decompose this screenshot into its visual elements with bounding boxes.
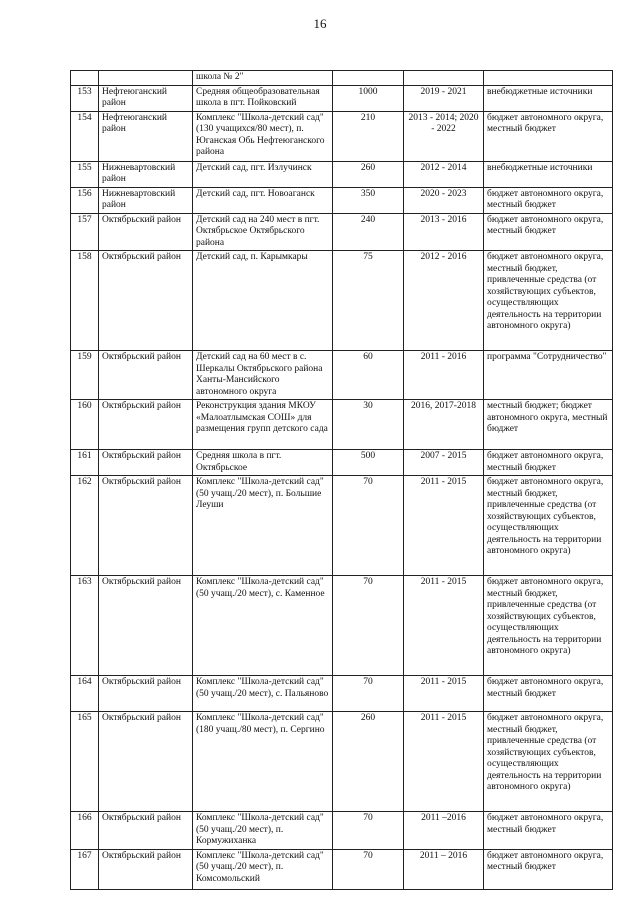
table-row [71, 676, 613, 712]
table-row [71, 400, 613, 450]
cell-years: 2016, 2017-2018 [404, 400, 484, 450]
cell-years: 2013 - 2014; 2020 - 2022 [404, 111, 484, 161]
cell-num: 163 [71, 576, 99, 676]
table-row [71, 576, 613, 676]
cell-district: Октябрьский район [99, 812, 193, 850]
cell-num: 160 [71, 400, 99, 450]
cell-source: бюджет автономного округа, местный бюджет, привлеченные средства (от хозяйствующих субъектов, осуществляющих деятельность на территории автономного округа) [484, 712, 613, 812]
cell-num: 153 [71, 85, 99, 111]
cell-district [99, 71, 193, 86]
cell-capacity: 210 [333, 111, 404, 161]
cell-object: Комплекс "Школа-детский сад" (50 учащ./20 мест), п. Большие Леуши [193, 476, 333, 576]
cell-source: программа "Сотрудничество" [484, 351, 613, 400]
table-row [71, 161, 613, 187]
cell-capacity: 60 [333, 351, 404, 400]
table-row [71, 251, 613, 351]
cell-num: 161 [71, 450, 99, 476]
cell-num: 159 [71, 351, 99, 400]
cell-years: 2011 – 2016 [404, 849, 484, 889]
cell-capacity: 500 [333, 450, 404, 476]
table-row [71, 812, 613, 850]
cell-source [484, 71, 613, 86]
cell-years: 2019 - 2021 [404, 85, 484, 111]
table-row [71, 450, 613, 476]
cell-object: Комплекс "Школа-детский сад" (130 учащихся/80 мест), п. Юганская Обь Нефтеюганского района [193, 111, 333, 161]
cell-years: 2013 - 2016 [404, 213, 484, 251]
cell-years: 2012 - 2016 [404, 251, 484, 351]
cell-num: 162 [71, 476, 99, 576]
cell-object: школа № 2" [193, 71, 333, 86]
cell-district: Октябрьский район [99, 476, 193, 576]
cell-num: 156 [71, 187, 99, 213]
cell-years: 2011 - 2015 [404, 576, 484, 676]
cell-source: бюджет автономного округа, местный бюджет [484, 849, 613, 889]
cell-capacity: 70 [333, 476, 404, 576]
table-row [71, 213, 613, 251]
cell-district: Нижневартовский район [99, 187, 193, 213]
cell-object: Детский сад, пгт. Новоаганск [193, 187, 333, 213]
cell-district: Октябрьский район [99, 712, 193, 812]
cell-num: 164 [71, 676, 99, 712]
cell-source: бюджет автономного округа, местный бюджет, привлеченные средства (от хозяйствующих субъектов, осуществляющих деятельность на территории автономного округа) [484, 251, 613, 351]
cell-capacity: 240 [333, 213, 404, 251]
cell-district: Нижневартовский район [99, 161, 193, 187]
cell-capacity: 30 [333, 400, 404, 450]
cell-capacity: 70 [333, 849, 404, 889]
cell-object: Комплекс "Школа-детский сад" (50 учащ./20 мест), п. Кормужиханка [193, 812, 333, 850]
cell-district: Октябрьский район [99, 576, 193, 676]
cell-num: 155 [71, 161, 99, 187]
cell-years: 2007 - 2015 [404, 450, 484, 476]
cell-years: 2011 –2016 [404, 812, 484, 850]
cell-object: Детский сад на 240 мест в пгт. Октябрьское Октябрьского района [193, 213, 333, 251]
cell-source: бюджет автономного округа, местный бюджет [484, 450, 613, 476]
cell-object: Средняя школа в пгт. Октябрьское [193, 450, 333, 476]
cell-district: Октябрьский район [99, 251, 193, 351]
cell-years: 2011 - 2016 [404, 351, 484, 400]
table-row [71, 85, 613, 111]
table-row [71, 187, 613, 213]
cell-num [71, 71, 99, 86]
cell-district: Октябрьский район [99, 400, 193, 450]
table-row-fragment [71, 71, 613, 86]
cell-district: Октябрьский район [99, 351, 193, 400]
cell-source: бюджет автономного округа, местный бюджет [484, 213, 613, 251]
cell-capacity: 75 [333, 251, 404, 351]
objects-table [70, 70, 613, 890]
cell-capacity: 70 [333, 676, 404, 712]
cell-years: 2011 - 2015 [404, 476, 484, 576]
cell-district: Нефтеюганский район [99, 85, 193, 111]
cell-object: Средняя общеобразовательная школа в пгт. Пойковский [193, 85, 333, 111]
cell-source: бюджет автономного округа, местный бюджет [484, 812, 613, 850]
cell-source: бюджет автономного округа, местный бюджет [484, 187, 613, 213]
cell-capacity [333, 71, 404, 86]
cell-source: местный бюджет; бюджет автономного округа, местный бюджет [484, 400, 613, 450]
cell-capacity: 70 [333, 812, 404, 850]
cell-capacity: 70 [333, 576, 404, 676]
table-row [71, 351, 613, 400]
cell-object: Комплекс "Школа-детский сад" (50 учащ./20 мест), с. Пальяново [193, 676, 333, 712]
table-row [71, 111, 613, 161]
cell-years: 2011 - 2015 [404, 712, 484, 812]
cell-num: 165 [71, 712, 99, 812]
cell-num: 158 [71, 251, 99, 351]
cell-num: 154 [71, 111, 99, 161]
page-number: 16 [313, 16, 327, 31]
cell-object: Реконструкция здания МКОУ «Малоатлымская СОШ» для размещения групп детского сада [193, 400, 333, 450]
cell-capacity: 350 [333, 187, 404, 213]
cell-capacity: 1000 [333, 85, 404, 111]
cell-years: 2011 - 2015 [404, 676, 484, 712]
cell-years [404, 71, 484, 86]
cell-object: Комплекс "Школа-детский сад" (50 учащ./20 мест), п. Комсомольский [193, 849, 333, 889]
cell-district: Нефтеюганский район [99, 111, 193, 161]
table-row [71, 849, 613, 889]
cell-source: бюджет автономного округа, местный бюджет, привлеченные средства (от хозяйствующих субъектов, осуществляющих деятельность на территории автономного округа) [484, 576, 613, 676]
cell-district: Октябрьский район [99, 450, 193, 476]
cell-years: 2012 - 2014 [404, 161, 484, 187]
cell-object: Детский сад на 60 мест в с. Шеркалы Октябрьского района Ханты-Мансийского автономного округа [193, 351, 333, 400]
cell-object: Детский сад, п. Карымкары [193, 251, 333, 351]
cell-source: бюджет автономного округа, местный бюджет [484, 676, 613, 712]
table-row [71, 476, 613, 576]
cell-source: бюджет автономного округа, местный бюджет, привлеченные средства (от хозяйствующих субъектов, осуществляющих деятельность на территории автономного округа) [484, 476, 613, 576]
table-row [71, 712, 613, 812]
cell-district: Октябрьский район [99, 676, 193, 712]
cell-num: 166 [71, 812, 99, 850]
cell-object: Комплекс "Школа-детский сад" (50 учащ./20 мест), с. Каменное [193, 576, 333, 676]
cell-source: внебюджетные источники [484, 85, 613, 111]
cell-object: Комплекс "Школа-детский сад" (180 учащ./80 мест), п. Сергино [193, 712, 333, 812]
cell-capacity: 260 [333, 161, 404, 187]
cell-source: внебюджетные источники [484, 161, 613, 187]
cell-source: бюджет автономного округа, местный бюджет [484, 111, 613, 161]
cell-district: Октябрьский район [99, 849, 193, 889]
cell-capacity: 260 [333, 712, 404, 812]
cell-num: 167 [71, 849, 99, 889]
cell-years: 2020 - 2023 [404, 187, 484, 213]
cell-object: Детский сад, пгт. Излучинск [193, 161, 333, 187]
cell-district: Октябрьский район [99, 213, 193, 251]
cell-num: 157 [71, 213, 99, 251]
